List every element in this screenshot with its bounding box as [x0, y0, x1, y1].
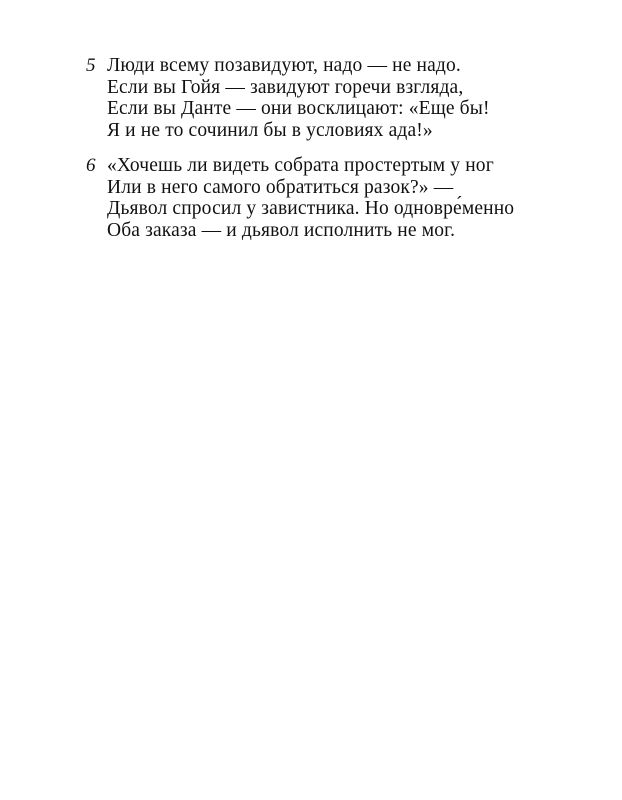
verse-line: Дьявол спросил у завистника. Но одновре́менно [107, 198, 515, 219]
stanza-lines [107, 55, 607, 141]
verse-line: Если вы Гойя — завидуют горечи взгляда, [107, 76, 464, 98]
stanza-number: 5 [86, 55, 96, 76]
verse-line: Если вы Данте — они восклицают: «Еще бы! [107, 98, 490, 119]
verse-line: Люди всему позавидуют, надо — не надо. [107, 55, 461, 76]
verse-line: Оба заказа — и дьявол исполнить не мог. [107, 219, 456, 241]
verse-line: Я и не то сочинил бы в условиях ада!» [107, 119, 433, 141]
verse-line: «Хочешь ли видеть собрата простертым у ног [107, 155, 494, 176]
stanza-lines [107, 155, 607, 241]
stanza-number: 6 [86, 155, 96, 176]
verse-line: Или в него самого обратиться разок?» — [107, 176, 454, 198]
